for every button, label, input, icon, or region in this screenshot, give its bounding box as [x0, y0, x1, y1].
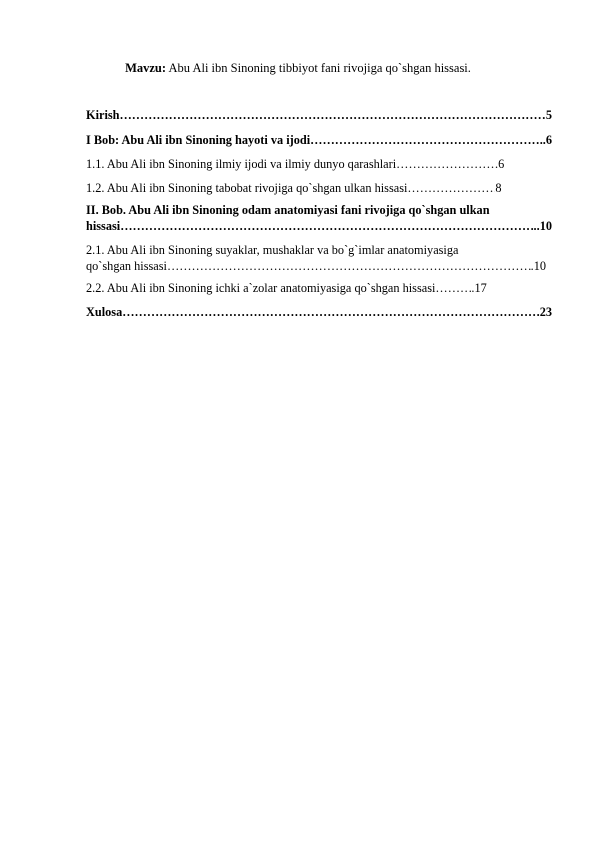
toc-entry-title: 1.2. Abu Ali ibn Sinoning tabobat rivojiga qo`shgan ulkan hissasi [86, 181, 408, 195]
toc-dot-leader [167, 258, 531, 274]
toc-entry-xulosa[interactable] [86, 304, 552, 320]
toc-entry-page: 6 [498, 157, 505, 171]
toc-entry-page: 5 [545, 108, 552, 122]
toc-entry-section-2-2[interactable] [86, 280, 552, 296]
toc-entry-title: 2.2. Abu Ali ibn Sinoning ichki a`zolar anatomiyasiga qo`shgan hissasi [86, 281, 436, 295]
toc-dot-leader [310, 132, 540, 148]
toc-entry-page: ..10 [533, 219, 552, 233]
toc-entry-section-2-1[interactable] [86, 242, 552, 274]
toc-entry-page: 8 [495, 181, 502, 195]
toc-entry-page: .17 [471, 281, 487, 295]
toc-entry-section-1-2[interactable] [86, 180, 552, 196]
toc-entry-title-line2: qo`shgan hissasi [86, 259, 167, 273]
toc-entry-kirish[interactable] [86, 107, 552, 123]
toc-dot-leader [120, 218, 533, 234]
toc-entry-title: Kirish [86, 108, 120, 122]
toc-dot-leader [119, 107, 545, 123]
toc-entry-page: .10 [530, 259, 546, 273]
toc-dot-leader [396, 156, 498, 172]
toc-entry-title: Xulosa [86, 305, 123, 319]
toc-entry-section-1-1[interactable] [86, 156, 552, 172]
toc-entry-page: ..6 [539, 133, 552, 147]
toc-entry-title-line1: II. Bob. Abu Ali ibn Sinoning odam anatomiyasi fani rivojiga qo`shgan ulkan [86, 203, 490, 217]
topic-label: Mavzu: [125, 61, 167, 75]
table-of-contents [86, 107, 552, 320]
toc-entry-page: .23 [536, 305, 552, 319]
toc-entry-title-line1: 2.1. Abu Ali ibn Sinoning suyaklar, mushaklar va bo`g`imlar anatomiyasiga [86, 243, 459, 257]
toc-dot-leader [407, 180, 495, 196]
document-topic [0, 60, 596, 76]
toc-entry-title-line2: hissasi [86, 219, 121, 233]
toc-entry-chapter-1[interactable] [86, 132, 552, 148]
toc-entry-chapter-2[interactable] [86, 202, 552, 234]
toc-entry-title: 1.1. Abu Ali ibn Sinoning ilmiy ijodi va ilmiy dunyo qarashlari [86, 157, 397, 171]
topic-text: Abu Ali ibn Sinoning tibbiyot fani rivojiga qo`shgan hissasi. [166, 61, 471, 75]
toc-entry-title: I Bob: Abu Ali ibn Sinoning hayoti va ijodi [86, 133, 311, 147]
toc-dot-leader [435, 280, 471, 296]
toc-dot-leader [122, 304, 536, 320]
